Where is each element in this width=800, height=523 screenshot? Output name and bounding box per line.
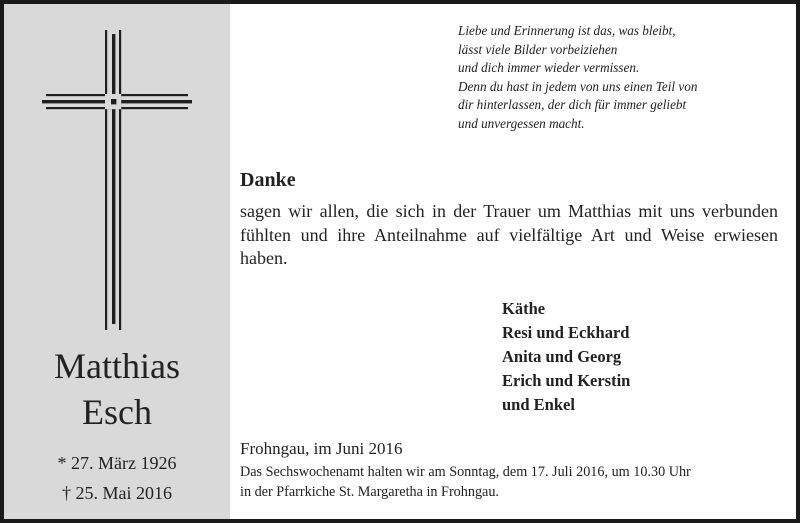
death-date: † 25. Mai 2016 bbox=[62, 483, 172, 503]
poem-line: lässt viele Bilder vorbeiziehen bbox=[458, 41, 618, 57]
place-and-date: Frohngau, im Juni 2016 bbox=[240, 439, 403, 458]
memorial-sidebar bbox=[4, 4, 230, 519]
signer-name: Anita und Georg bbox=[502, 347, 622, 366]
notice-line: Das Sechswochenamt halten wir am Sonntag, dem 17. Juli 2016, um 10.30 Uhr bbox=[240, 464, 691, 480]
birth-date: * 27. März 1926 bbox=[57, 453, 177, 473]
signer-name: und Enkel bbox=[502, 395, 575, 414]
poem-line: Liebe und Erinnerung ist das, was bleibt, bbox=[458, 23, 676, 38]
signers-list bbox=[502, 297, 630, 417]
mass-notice bbox=[240, 463, 790, 502]
memorial-poem bbox=[458, 22, 793, 134]
signer-name: Resi und Eckhard bbox=[502, 323, 630, 342]
signer-name: Käthe bbox=[502, 299, 546, 318]
thanks-text: sagen wir allen, die sich in der Trauer um Matthias mit uns verbunden fühlten und ihre Anteilnahme auf vielfältige Art und Weise erwiesen haben. bbox=[240, 201, 778, 268]
thanks-heading: Danke bbox=[240, 169, 296, 191]
poem-line: dir hinterlassen, der dich für immer geliebt bbox=[458, 97, 687, 113]
poem-line: und dich immer wieder vermissen. bbox=[458, 60, 640, 76]
cross-icon bbox=[42, 30, 192, 330]
poem-line: Denn du hast in jedem von uns einen Teil von bbox=[458, 78, 698, 94]
deceased-last-name: Esch bbox=[82, 392, 152, 432]
notice-line: in der Pfarrkiche St. Margaretha in Frohngau. bbox=[240, 483, 499, 500]
deceased-first-name: Matthias bbox=[54, 346, 180, 386]
poem-line: und unvergessen macht. bbox=[458, 115, 585, 131]
signer-name: Erich und Kerstin bbox=[502, 371, 631, 390]
